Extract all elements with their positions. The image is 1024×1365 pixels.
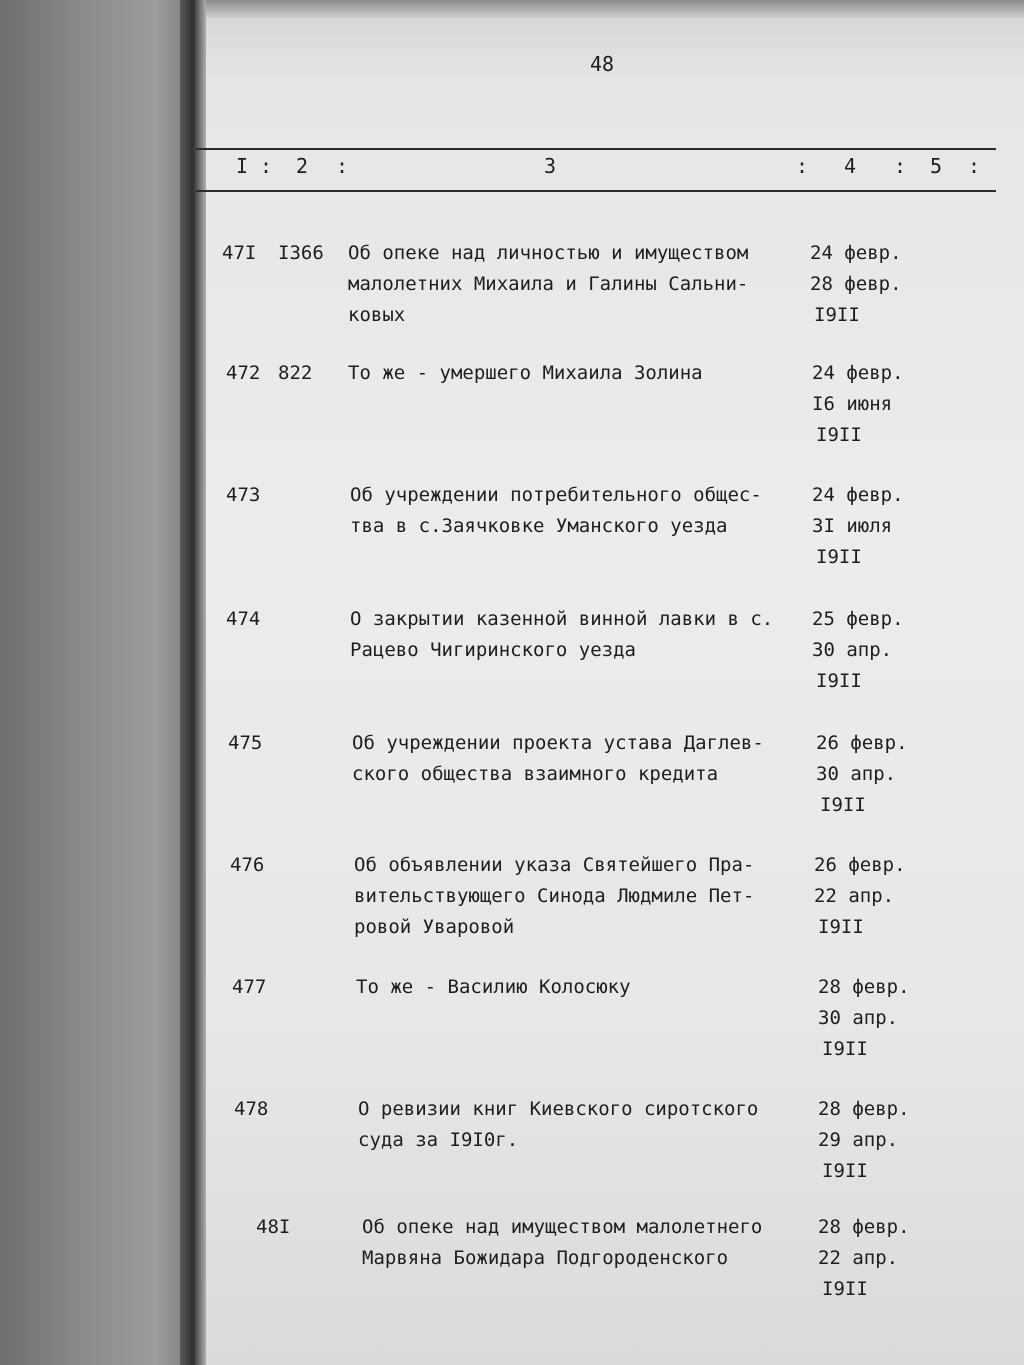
entry-description	[354, 850, 754, 943]
entry-old-number: I366	[278, 242, 324, 264]
entry-description	[350, 480, 762, 542]
end-date: 3I июля	[812, 515, 893, 537]
header-rule-bottom	[196, 190, 996, 192]
entry-description-line: То же - умершего Михаила Золина	[348, 362, 703, 384]
entry-description-line: Об опеке над имуществом малолетнего	[362, 1216, 763, 1238]
entry-description	[352, 728, 764, 790]
column-header-3: 3	[544, 154, 557, 178]
start-date: 28 февр.	[818, 976, 910, 998]
entry-number: 476	[230, 854, 265, 876]
column-separator: :	[336, 154, 349, 178]
entry-description	[356, 972, 631, 1003]
entry-dates	[814, 850, 906, 943]
year: I9II	[816, 670, 862, 692]
entry-dates	[812, 604, 904, 697]
start-date: 24 февр.	[812, 362, 904, 384]
entry-description-line: Марвяна Божидара Подгороденского	[362, 1247, 729, 1269]
entry-description-line: Рацево Чигиринского уезда	[350, 639, 636, 661]
entry-description-line: О закрытии казенной винной лавки в с.	[350, 608, 774, 630]
entry-description-line: ровой Уваровой	[354, 916, 515, 938]
entry-description-line: То же - Василию Колосюку	[356, 976, 631, 998]
end-date: I6 июня	[812, 393, 893, 415]
column-header-2: 2	[296, 154, 309, 178]
column-header-4: 4	[844, 154, 857, 178]
column-separator: :	[968, 154, 981, 178]
entry-dates	[816, 728, 908, 821]
end-date: 29 апр.	[818, 1129, 899, 1151]
year: I9II	[820, 794, 866, 816]
entry-number: 473	[226, 484, 261, 506]
start-date: 28 февр.	[818, 1098, 910, 1120]
entry-description	[348, 238, 748, 331]
year: I9II	[818, 916, 864, 938]
entry-dates	[812, 480, 904, 573]
entry-number: 48I	[256, 1216, 291, 1238]
page-top-edge	[196, 0, 1024, 18]
entry-number: 474	[226, 608, 261, 630]
year: I9II	[816, 546, 862, 568]
entry-description	[350, 604, 773, 666]
entry-number: 47I	[222, 242, 257, 264]
entry-description-line: суда за I9I0г.	[358, 1129, 519, 1151]
entry-description-line: Об учреждении потребительного общес-	[350, 484, 762, 506]
year: I9II	[822, 1278, 868, 1300]
start-date: 26 февр.	[816, 732, 908, 754]
header-rule-top	[196, 148, 996, 150]
end-date: 22 апр.	[818, 1247, 899, 1269]
entry-number: 478	[234, 1098, 269, 1120]
column-separator: :	[796, 154, 809, 178]
end-date: 30 апр.	[812, 639, 893, 661]
entry-dates	[810, 238, 902, 331]
column-header-1: I	[236, 154, 249, 178]
entry-number: 472	[226, 362, 261, 384]
book-gutter	[180, 0, 206, 1365]
start-date: 24 февр.	[812, 484, 904, 506]
entry-dates	[818, 1094, 910, 1187]
entry-description	[358, 1094, 758, 1156]
end-date: 30 апр.	[818, 1007, 899, 1029]
end-date: 28 февр.	[810, 273, 902, 295]
entry-old-number: 822	[278, 362, 313, 384]
start-date: 28 февр.	[818, 1216, 910, 1238]
year: I9II	[822, 1038, 868, 1060]
entry-description-line: Об объявлении указа Святейшего Пра-	[354, 854, 755, 876]
year: I9II	[816, 424, 862, 446]
entry-number: 477	[232, 976, 267, 998]
entry-description-line: малолетних Михаила и Галины Сальни-	[348, 273, 749, 295]
entry-dates	[818, 972, 910, 1065]
entry-description-line: О ревизии книг Киевского сиротского	[358, 1098, 759, 1120]
entry-dates	[818, 1212, 910, 1305]
entry-number: 475	[228, 732, 263, 754]
year: I9II	[822, 1160, 868, 1182]
entry-dates	[812, 358, 904, 451]
entry-description	[362, 1212, 762, 1274]
end-date: 30 апр.	[816, 763, 897, 785]
entry-description-line: ского общества взаимного кредита	[352, 763, 719, 785]
entry-description-line: Об опеке над личностью и имуществом	[348, 242, 749, 264]
left-page	[0, 0, 196, 1365]
start-date: 24 февр.	[810, 242, 902, 264]
year: I9II	[814, 304, 860, 326]
column-header-5: 5	[930, 154, 943, 178]
entry-description-line: ковых	[348, 304, 406, 326]
column-separator: :	[894, 154, 907, 178]
end-date: 22 апр.	[814, 885, 895, 907]
entry-description-line: вительствующего Синода Людмиле Пет-	[354, 885, 755, 907]
start-date: 26 февр.	[814, 854, 906, 876]
entry-description-line: Об учреждении проекта устава Даглев-	[352, 732, 764, 754]
page-number: 48	[590, 52, 615, 76]
entry-description-line: тва в с.Заячковке Уманского уезда	[350, 515, 728, 537]
column-separator: :	[260, 154, 273, 178]
entry-description	[348, 358, 703, 389]
start-date: 25 февр.	[812, 608, 904, 630]
